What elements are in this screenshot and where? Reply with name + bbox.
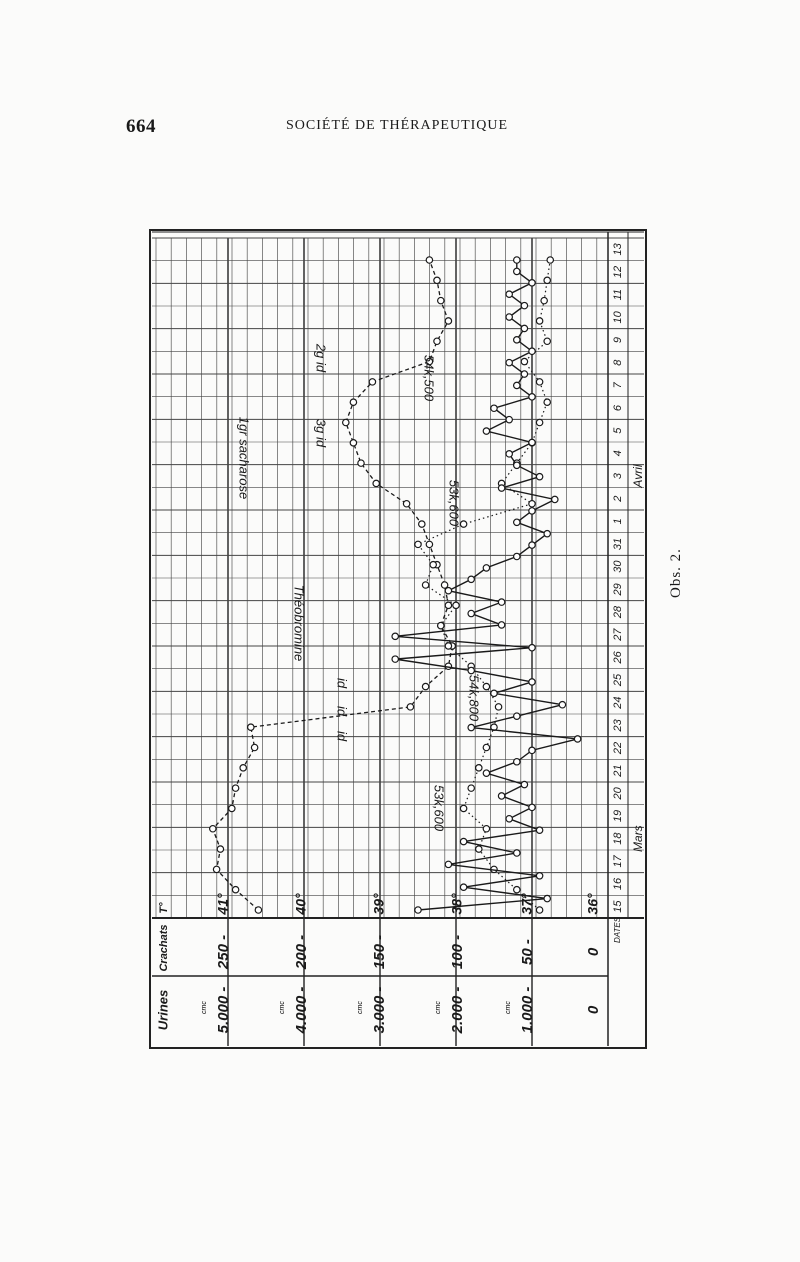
temperature-point <box>514 382 520 388</box>
crachats-header: Crachats <box>157 924 170 972</box>
urines-point <box>255 907 261 913</box>
temperature-point <box>529 348 535 354</box>
crachats-point <box>445 643 451 649</box>
urine-scale-label: 0 <box>584 1005 602 1015</box>
temperature-point <box>506 816 512 822</box>
temperature-point <box>521 325 527 331</box>
urines-point <box>373 480 379 486</box>
month-label: Avril <box>631 464 646 488</box>
urine-scale-label: 5.000 - <box>214 986 232 1034</box>
temperature-point <box>514 462 520 468</box>
annotation-label: 53k,600 <box>446 479 462 527</box>
temperature-point <box>521 781 527 787</box>
urines-point <box>369 379 375 385</box>
temperature-point <box>483 428 489 434</box>
temperature-point <box>415 907 421 913</box>
temperature-point <box>529 394 535 400</box>
temperature-point <box>514 268 520 274</box>
crachats-point <box>415 541 421 547</box>
crachats-scale-label: 250 - <box>214 934 232 970</box>
crachats-point <box>536 907 542 913</box>
crachats-scale-label: 150 - <box>370 934 388 970</box>
temperature-point <box>498 622 504 628</box>
annotation-label: Théobromine <box>291 584 307 662</box>
temperature-point <box>491 690 497 696</box>
date-label: 19 <box>611 809 624 823</box>
date-label: 15 <box>611 900 624 913</box>
urine-scale-label: 4.000 - <box>292 986 310 1034</box>
crachats-point <box>536 379 542 385</box>
urine-scale-label: 1.000 - <box>518 986 536 1034</box>
urines-point <box>350 399 356 405</box>
temperature-point <box>491 405 497 411</box>
figure-caption: Obs. 2. <box>668 548 684 598</box>
crachats-point <box>544 399 550 405</box>
crachats-point <box>495 704 501 710</box>
temperature-point <box>529 508 535 514</box>
temperature-point <box>536 473 542 479</box>
crachats-scale-label: 200 - <box>292 934 310 970</box>
date-label: 9 <box>611 336 624 344</box>
temperature-point <box>529 804 535 810</box>
annotation-label: 1gr sacharose <box>236 416 252 500</box>
temperature-point <box>536 827 542 833</box>
date-label: 27 <box>611 628 624 641</box>
urine-unit: cmc <box>435 1001 442 1014</box>
date-label: 24 <box>611 696 624 709</box>
crachats-point <box>422 582 428 588</box>
date-label: 8 <box>611 359 624 366</box>
temperature-scale-label: 36° <box>584 893 601 915</box>
date-label: 21 <box>611 764 624 777</box>
crachats-point <box>541 297 547 303</box>
urines-point <box>343 419 349 425</box>
date-label: 20 <box>611 787 624 800</box>
annotation-label: id <box>334 677 350 689</box>
annotation-label: 3g id <box>313 418 329 448</box>
urine-scale-label: 2.000 - <box>448 986 466 1034</box>
urines-point <box>213 866 219 872</box>
chart-date-axis <box>608 232 645 1046</box>
temperature-scale-label: 39° <box>370 893 387 915</box>
dates-header: DATES <box>613 916 623 944</box>
temperature-point <box>544 895 550 901</box>
crachats-point <box>483 744 489 750</box>
crachats-point <box>536 318 542 324</box>
urines-point <box>434 338 440 344</box>
temperature-point <box>392 656 398 662</box>
date-label: 5 <box>611 427 624 434</box>
date-label: 25 <box>611 673 624 687</box>
date-label: 11 <box>611 288 624 301</box>
urines-point <box>229 805 235 811</box>
crachats-point <box>476 765 482 771</box>
date-label: 31 <box>611 537 624 551</box>
annotation-label: 53k,600 <box>431 784 447 832</box>
urines-point <box>350 440 356 446</box>
urines-point <box>210 826 216 832</box>
date-label: 3 <box>611 472 624 480</box>
temperature-scale-label: 37° <box>518 893 535 915</box>
temperature-point <box>506 291 512 297</box>
urines-point <box>422 683 428 689</box>
date-label: 4 <box>611 450 624 457</box>
temperature-point <box>460 884 466 890</box>
urines-point <box>426 541 432 547</box>
temperature-point <box>483 565 489 571</box>
temperature-scale-label: 40° <box>292 893 309 915</box>
date-label: 7 <box>611 382 624 389</box>
temperature-point <box>392 633 398 639</box>
temperature-point <box>498 485 504 491</box>
temperature-point <box>514 519 520 525</box>
annotation-label: 54k,800 <box>466 674 482 722</box>
crachats-point <box>544 277 550 283</box>
date-label: 30 <box>611 560 624 573</box>
urines-point <box>240 765 246 771</box>
urines-point <box>358 460 364 466</box>
temperature-point <box>521 371 527 377</box>
urines-point <box>445 602 451 608</box>
temperature-chart-figure <box>148 228 648 1050</box>
date-label: 13 <box>611 243 624 256</box>
temperature-point <box>483 770 489 776</box>
urines-point <box>445 318 451 324</box>
temperature-point <box>506 359 512 365</box>
temperature-point <box>506 416 512 422</box>
temperature-point <box>514 850 520 856</box>
urines-point <box>217 846 223 852</box>
chart-grid <box>150 230 646 1048</box>
date-label: 22 <box>611 741 624 755</box>
urine-unit: cmc <box>357 1001 364 1014</box>
urines-line <box>213 260 452 910</box>
urines-point <box>403 501 409 507</box>
temperature-point <box>514 553 520 559</box>
temperature-point <box>544 530 550 536</box>
crachats-point <box>476 846 482 852</box>
chart-frame <box>150 230 646 1048</box>
crachats-point <box>536 419 542 425</box>
temperature-point <box>514 713 520 719</box>
temperature-point <box>498 793 504 799</box>
temperature-point <box>529 679 535 685</box>
urines-point <box>248 724 254 730</box>
temperature-point <box>498 599 504 605</box>
date-label: 17 <box>611 855 624 868</box>
temperature-header: T° <box>157 902 170 914</box>
annotation-label: id <box>334 730 350 742</box>
temperature-point <box>574 736 580 742</box>
crachats-point <box>483 826 489 832</box>
temperature-point <box>468 610 474 616</box>
temperature-scale-label: 41° <box>214 893 231 915</box>
urines-point <box>438 297 444 303</box>
page-number: 664 <box>126 116 156 137</box>
urines-point <box>419 521 425 527</box>
temperature-point <box>529 280 535 286</box>
urines-point <box>434 277 440 283</box>
crachats-scale-label: 50 - <box>518 939 536 965</box>
temperature-point <box>468 724 474 730</box>
date-label: 12 <box>611 265 624 279</box>
date-label: 6 <box>611 404 624 412</box>
temperature-scale-label: 38° <box>448 893 465 915</box>
urines-point <box>232 886 238 892</box>
temperature-point <box>529 542 535 548</box>
urines-point <box>232 785 238 791</box>
crachats-scale-label: 0 <box>584 947 602 957</box>
crachats-point <box>521 358 527 364</box>
crachats-point <box>514 886 520 892</box>
urines-point <box>426 257 432 263</box>
urine-scale-label: 3.000 - <box>370 986 388 1034</box>
temperature-point <box>514 337 520 343</box>
temperature-point <box>521 302 527 308</box>
crachats-point <box>547 257 553 263</box>
temperature-point <box>514 257 520 263</box>
urine-unit: cmc <box>505 1001 512 1014</box>
crachats-point <box>460 805 466 811</box>
date-label: 29 <box>611 583 624 596</box>
crachats-point <box>468 785 474 791</box>
temperature-point <box>506 314 512 320</box>
temperature-point <box>468 576 474 582</box>
crachats-point <box>483 683 489 689</box>
crachats-point <box>544 338 550 344</box>
crachats-point <box>529 501 535 507</box>
temperature-point <box>460 838 466 844</box>
date-label: 10 <box>611 311 624 324</box>
urines-header: Urines <box>155 989 171 1031</box>
date-label: 18 <box>611 832 624 845</box>
crachats-point <box>438 622 444 628</box>
crachats-scale-label: 100 - <box>448 934 466 970</box>
date-label: 16 <box>611 877 624 891</box>
date-label: 28 <box>611 605 624 619</box>
annotation-label: 54k,500 <box>421 354 437 402</box>
temperature-point <box>529 645 535 651</box>
running-head: SOCIÉTÉ DE THÉRAPEUTIQUE <box>286 118 509 133</box>
urine-unit: cmc <box>201 1001 208 1014</box>
temperature-point <box>559 702 565 708</box>
temperature-point <box>445 588 451 594</box>
urines-point <box>407 704 413 710</box>
chart-series <box>210 257 581 913</box>
urines-point <box>251 744 257 750</box>
temperature-point <box>529 747 535 753</box>
date-label: 1 <box>611 518 624 525</box>
temperature-point <box>506 451 512 457</box>
date-label: 2 <box>611 495 624 502</box>
temperature-point <box>536 873 542 879</box>
urine-unit: cmc <box>279 1001 286 1014</box>
temperature-chart <box>148 228 648 1050</box>
date-label: 26 <box>611 651 624 664</box>
date-label: 23 <box>611 719 624 732</box>
temperature-point <box>552 496 558 502</box>
temperature-point <box>445 861 451 867</box>
crachats-point <box>453 602 459 608</box>
temperature-point <box>468 667 474 673</box>
temperature-point <box>514 759 520 765</box>
chart-scale-panel <box>152 232 644 1034</box>
annotation-label: id <box>334 705 350 717</box>
annotation-label: 2g id <box>313 343 329 373</box>
temperature-point <box>529 439 535 445</box>
crachats-point <box>430 561 436 567</box>
month-label: Mars <box>631 825 646 853</box>
